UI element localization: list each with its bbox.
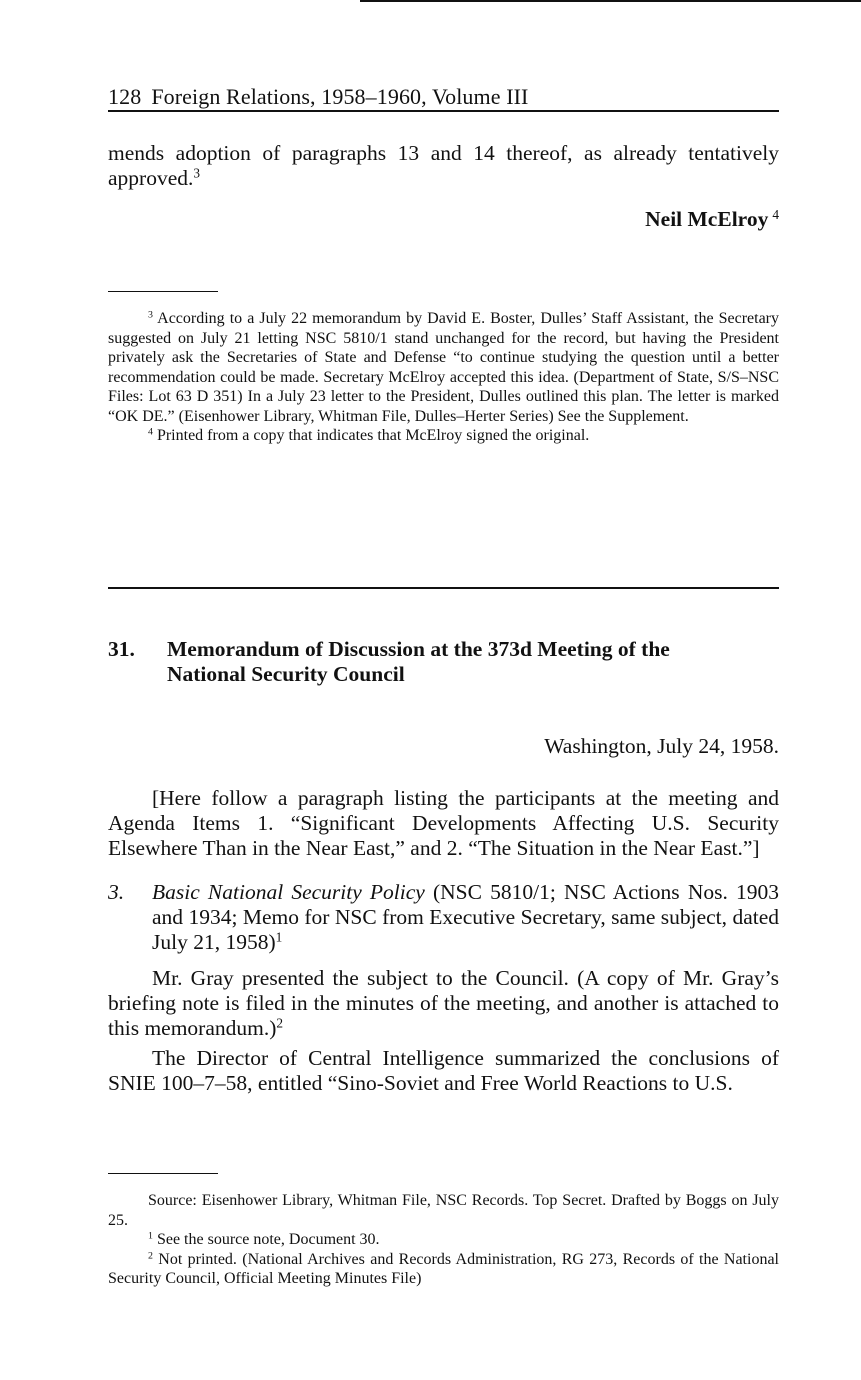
agenda-item-title: Basic National Security Policy: [152, 880, 425, 904]
footnote-3-number: 3: [148, 309, 153, 321]
footnote-1: [108, 1230, 779, 1250]
agenda-item-references: (NSC 5810/1; NSC Actions Nos. 1903 and 1934; Memo for NSC from Executive Secretary, same subject, dated July 21, 1958): [152, 880, 779, 954]
footnote-separator-top: [108, 291, 218, 292]
continuation-text: mends adoption of paragraphs 13 and 14 thereof, as already tentatively approved.: [108, 141, 779, 190]
top-footnotes: [108, 309, 779, 446]
page-number: 128: [108, 84, 142, 109]
paragraph-gray-text: Mr. Gray presented the subject to the Council. (A copy of Mr. Gray’s briefing note is filed in the minutes of the meeting, and another is attached to this memorandum.): [108, 966, 779, 1040]
running-title: Foreign Relations, 1958–1960, Volume III: [151, 84, 529, 109]
footnote-4: [108, 426, 779, 446]
agenda-item-body: [152, 880, 779, 955]
document-divider: [108, 587, 779, 589]
footnote-ref-3: 3: [193, 165, 201, 181]
footnote-2-number: 2: [148, 1250, 153, 1262]
document-heading: [108, 637, 779, 689]
footnote-4-text: Printed from a copy that indicates that McElroy signed the original.: [156, 427, 590, 444]
source-note: Source: Eisenhower Library, Whitman File, NSC Records. Top Secret. Drafted by Boggs on July 25.: [108, 1192, 779, 1229]
footnote-1-number: 1: [148, 1230, 153, 1242]
continuation-paragraph: [108, 141, 779, 191]
document-title: Memorandum of Discussion at the 373d Meeting of the National Security Council: [167, 637, 670, 686]
footnote-2: [108, 1250, 779, 1289]
dateline: Washington, July 24, 1958.: [544, 734, 779, 758]
footnote-separator-bottom: [108, 1173, 218, 1174]
signature: [645, 207, 779, 232]
bottom-footnotes: [108, 1191, 779, 1289]
header-rule: [108, 110, 779, 112]
top-edge-rule: [360, 0, 861, 2]
footnote-3-text: According to a July 22 memorandum by David E. Boster, Dulles’ Staff Assistant, the Secretary suggested on July 21 letting NSC 5810/1 stand unchanged for the record, but having the President privately ask the Secretaries of State and Defense “to continue studying the question until a better recommendation could be made. Secretary McElroy accepted this idea. (Department of State, S/S–NSC Files: Lot 63 D 351) In a July 23 letter to the President, Dulles outlined this plan. The letter is marked “OK DE.” (Eisenhower Library, Whitman File, Dulles–Herter Series) See the Supplement.: [108, 310, 780, 425]
footnote-4-number: 4: [148, 426, 153, 438]
footnote-3: [108, 309, 779, 426]
running-header: [108, 84, 528, 110]
footnote-ref-1: 1: [275, 929, 283, 945]
footnote-ref-4: 4: [772, 206, 779, 222]
paragraph-dci: The Director of Central Intelligence summarized the conclusions of SNIE 100–7–58, entitled “Sino-Soviet and Free World Reactions to U.S.: [108, 1046, 779, 1095]
footnote-2-text: Not printed. (National Archives and Records Administration, RG 273, Records of the National Security Council, Official Meeting Minutes File): [108, 1250, 779, 1287]
footnote-1-text: See the source note, Document 30.: [156, 1231, 380, 1248]
footnote-ref-2: 2: [276, 1015, 284, 1031]
agenda-item-3: [108, 880, 779, 955]
editorial-note: [Here follow a paragraph listing the participants at the meeting and Agenda Items 1. “Significant Developments Affecting U.S. Security Elsewhere Than in the Near East,” and 2. “The Situation in the Near East.”]: [108, 786, 779, 860]
agenda-item-number: 3.: [108, 880, 125, 904]
document-number: 31.: [108, 637, 135, 661]
paragraph-gray: [108, 966, 779, 1041]
signature-name: Neil McElroy: [645, 207, 769, 231]
